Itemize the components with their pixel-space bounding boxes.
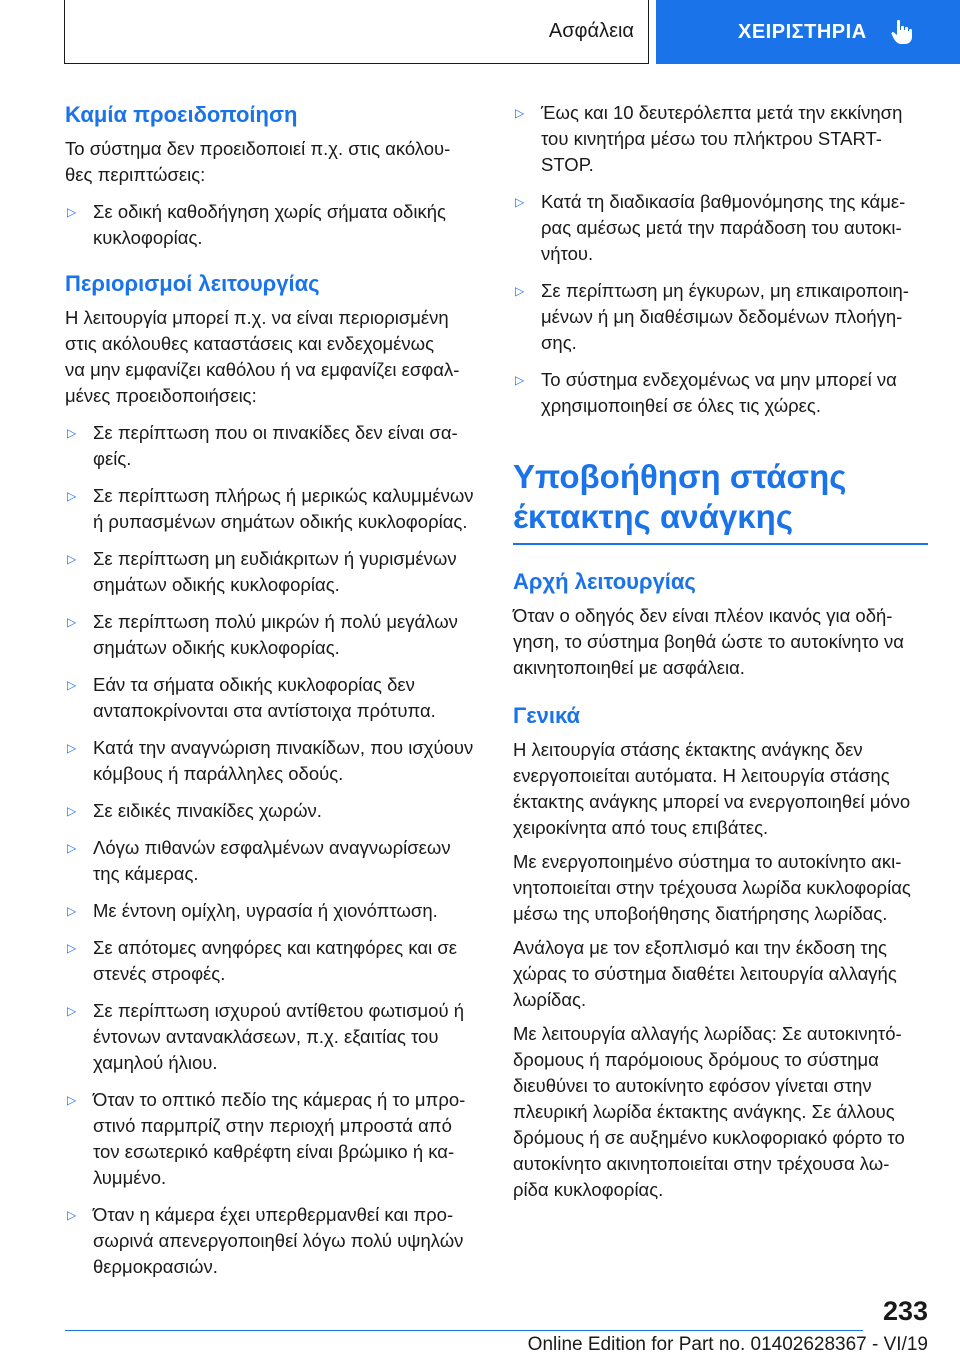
bullet-triangle-icon: ▷: [67, 1208, 77, 1222]
section-title-limitations: Περιορισμοί λειτουργίας: [65, 271, 320, 296]
hand-pointer-icon: [891, 19, 913, 45]
list-item: ▷ Σε περίπτωση που οι πινακίδες δεν είναι σα- φείς.: [65, 420, 485, 472]
list-item: ▷ Με έντονη ομίχλη, υγρασία ή χιονόπτωση.: [65, 898, 485, 924]
list-item: ▷ Σε περίπτωση μη ευδιάκριτων ή γυρισμένων σημάτων οδικής κυκλοφορίας.: [65, 546, 485, 598]
bullet-triangle-icon: ▷: [67, 804, 77, 818]
paragraph: Η λειτουργία στάσης έκτακτης ανάγκης δεν ενεργοποιείται αυτόματα. Η λειτουργία στάσης έκτακτης ανάγκης μπορεί να ενεργοποιηθεί μόνο χειροκίνητα από τους επιβάτες.: [513, 739, 911, 838]
bullet-triangle-icon: ▷: [67, 741, 77, 755]
list-item: ▷ Σε οδική καθοδήγηση χωρίς σήματα οδικής κυκλοφορίας.: [65, 199, 485, 251]
chapter-title: Υποβοήθηση στάσης έκτακτης ανάγκης: [513, 458, 847, 535]
list-item: ▷ Σε περίπτωση ισχυρού αντίθετου φωτισμού ή έντονων αντανακλάσεων, π.χ. εξαιτίας του χαμηλού ήλιου.: [65, 998, 485, 1076]
bullet-triangle-icon: ▷: [67, 489, 77, 503]
list-item: ▷ Λόγω πιθανών εσφαλμένων αναγνωρίσεων της κάμερας.: [65, 835, 485, 887]
paragraph: Ανάλογα με τον εξοπλισμό και την έκδοση της χώρας το σύστημα διαθέτει λειτουργία αλλαγής λωρίδας.: [513, 937, 897, 1010]
list-item: ▷ Σε περίπτωση πολύ μικρών ή πολύ μεγάλων σημάτων οδικής κυκλοφορίας.: [65, 609, 485, 661]
bullet-triangle-icon: ▷: [67, 941, 77, 955]
page-number: 233: [882, 1296, 928, 1326]
bullet-triangle-icon: ▷: [67, 678, 77, 692]
paragraph: Με λειτουργία αλλαγής λωρίδας: Σε αυτοκινητό- δρομους ή παρόμοιους δρόμους το σύστημα διευθύνει το αυτοκίνητο εφόσον γίνεται στην πλευρική λωρίδα έκτακτης ανάγκης. Σε άλλους δρόμους ή σε αυξημένο κυκλοφοριακό φόρτο το αυτοκίνητο ακινητοποιείται στην τρέχουσα λω- ρίδα κυκλοφορίας.: [513, 1023, 905, 1200]
list-item: ▷ Σε ειδικές πινακίδες χωρών.: [65, 798, 485, 824]
header-section-label: Ασφάλεια: [548, 20, 634, 42]
paragraph: Το σύστημα δεν προειδοποιεί π.χ. στις ακόλου- θες περιπτώσεις:: [65, 138, 451, 185]
list-item: ▷ Έως και 10 δευτερόλεπτα μετά την εκκίνηση του κινητήρα μέσω του πλήκτρου START- STOP.: [513, 100, 928, 178]
list-item: ▷ Κατά τη διαδικασία βαθμονόμησης της κάμε- ρας αμέσως μετά την παράδοση του αυτοκι- νήτου.: [513, 189, 928, 267]
paragraph: Η λειτουργία μπορεί π.χ. να είναι περιορισμένη στις ακόλουθες καταστάσεις και ενδεχομένως να μην εμφανίζει καθόλου ή να εμφανίζει εσφαλ- μένες προειδοποιήσεις:: [65, 307, 460, 406]
list-item: ▷ Το σύστημα ενδεχομένως να μην μπορεί να χρησιμοποιηθεί σε όλες τις χώρες.: [513, 367, 928, 419]
left-column: [65, 100, 485, 1280]
paragraph: Όταν ο οδηγός δεν είναι πλέον ικανός για οδή- γηση, το σύστημα βοηθά ώστε το αυτοκίνητο να ακινητοποιηθεί με ασφάλεια.: [513, 605, 904, 678]
list-item: ▷ Όταν η κάμερα έχει υπερθερμανθεί και προ- σωρινά απενεργοποιηθεί λόγω πολύ υψηλών θερμοκρασιών.: [65, 1202, 485, 1280]
section-title-general: Γενικά: [513, 703, 581, 728]
list-item: ▷ Σε περίπτωση μη έγκυρων, μη επικαιροποιη- μένων ή μη διαθέσιμων δεδομένων πλοήγη- σης.: [513, 278, 928, 356]
bullet-triangle-icon: ▷: [67, 1004, 77, 1018]
paragraph: Με ενεργοποιημένο σύστημα το αυτοκίνητο ακι- νητοποιείται στην τρέχουσα λωρίδα κυκλοφορίας μέσω της υποβοήθησης διατήρησης λωρίδας.: [513, 851, 911, 924]
bullet-triangle-icon: ▷: [67, 1093, 77, 1107]
header-section-tab: [64, 0, 649, 64]
header-chapter-tab: [656, 0, 960, 64]
list-item: ▷ Όταν το οπτικό πεδίο της κάμερας ή το μπρο- στινό παρμπρίζ στην περιοχή μπροστά από τον εσωτερικό καθρέφτη είναι βρώμικο ή κα- λυμμένο.: [65, 1087, 485, 1191]
bullet-triangle-icon: ▷: [67, 205, 77, 219]
bullet-triangle-icon: ▷: [67, 841, 77, 855]
bullet-triangle-icon: ▷: [67, 552, 77, 566]
bullet-triangle-icon: ▷: [67, 426, 77, 440]
bullet-triangle-icon: ▷: [67, 615, 77, 629]
bullet-triangle-icon: ▷: [515, 373, 525, 387]
header-chapter-label: ΧΕΙΡΙΣΤΗΡΙΑ: [738, 20, 867, 43]
list-item: ▷ Κατά την αναγνώριση πινακίδων, που ισχύουν κόμβους ή παράλληλες οδούς.: [65, 735, 485, 787]
section-title-no-warning: Καμία προειδοποίηση: [65, 102, 298, 127]
section-title-principle: Αρχή λειτουργίας: [513, 569, 696, 594]
list-item: ▷ Σε περίπτωση πλήρως ή μερικώς καλυμμένων ή ρυπασμένων σημάτων οδικής κυκλοφορίας.: [65, 483, 485, 535]
list-item: ▷ Σε απότομες ανηφόρες και κατηφόρες και σε στενές στροφές.: [65, 935, 485, 987]
footer-divider: [65, 1330, 863, 1331]
bullet-triangle-icon: ▷: [515, 195, 525, 209]
right-column: [513, 100, 928, 1203]
bullet-triangle-icon: ▷: [515, 106, 525, 120]
footer-edition: Online Edition for Part no. 01402628367 - VI/19: [527, 1334, 928, 1355]
bullet-triangle-icon: ▷: [515, 284, 525, 298]
bullet-triangle-icon: ▷: [67, 904, 77, 918]
list-item: ▷ Εάν τα σήματα οδικής κυκλοφορίας δεν ανταποκρίνονται στα αντίστοιχα πρότυπα.: [65, 672, 485, 724]
